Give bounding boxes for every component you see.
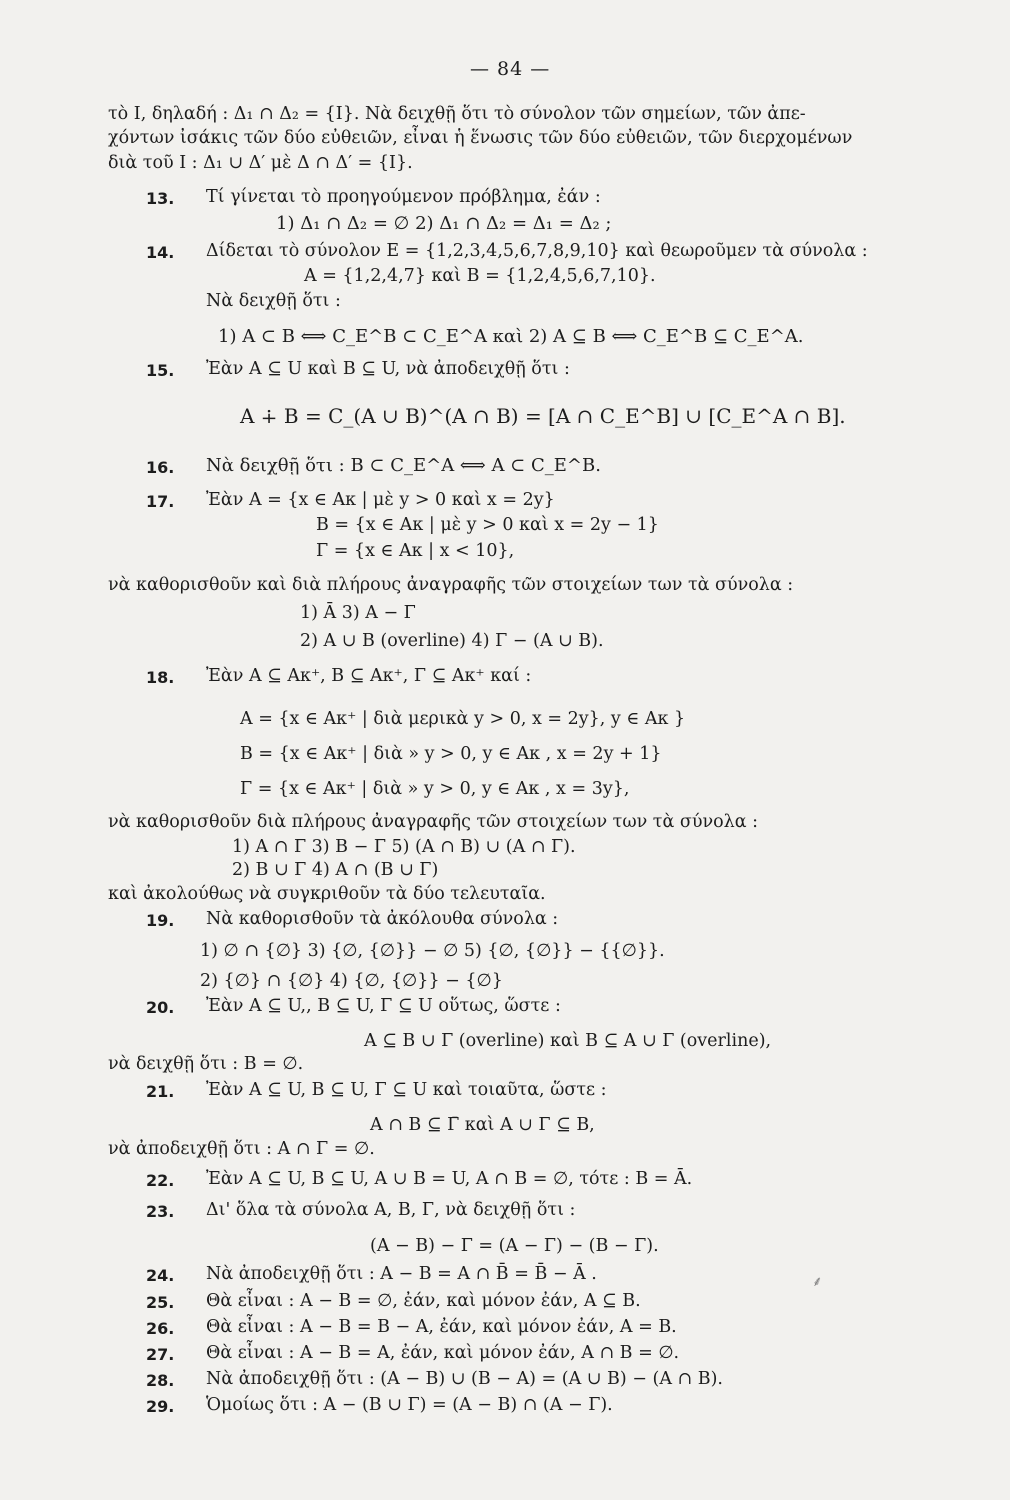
- text-line-12: Νὰ δειχθῇ ὅτι : Β ⊂ C_E^A ⟺ Α ⊂ C_E^B.: [206, 455, 601, 476]
- text-line-29: 2) {∅} ∩ {∅} 4) {∅, {∅}} − {∅}: [200, 971, 503, 991]
- text-line-22: Γ = {x ∈ Aκ⁺ | διὰ » y > 0, y ∈ Aκ , x = 3y},: [240, 779, 630, 799]
- text-line-32: νὰ δειχθῇ ὅτι : Β = ∅.: [108, 1054, 304, 1074]
- text-line-39: Νὰ ἀποδειχθῇ ὅτι : Α − Β = Α ∩ B̄ = B̄ − Ā .: [206, 1264, 597, 1284]
- text-line-17: 1) Ā 3) Α − Γ: [300, 603, 416, 623]
- text-line-34: Α ∩ Β ⊆ Γ̄ καὶ Α ∪ Γ ⊆ Β,: [370, 1115, 595, 1135]
- text-line-35: νὰ ἀποδειχθῇ ὅτι : Α ∩ Γ = ∅.: [108, 1139, 375, 1159]
- text-line-27: Νὰ καθορισθοῦν τὰ ἀκόλουθα σύνολα :: [206, 909, 559, 929]
- exercise-number-17: 17.: [146, 492, 175, 511]
- exercise-number-25: 25.: [146, 1293, 175, 1312]
- exercise-number-13: 13.: [146, 189, 175, 208]
- text-line-28: 1) ∅ ∩ {∅} 3) {∅, {∅}} − ∅ 5) {∅, {∅}} − {{∅}}.: [200, 941, 665, 961]
- exercise-number-19: 19.: [146, 911, 175, 930]
- text-line-43: Νὰ ἀποδειχθῇ ὅτι : (Α − Β) ∪ (Β − Α) = (Α ∪ Β) − (Α ∩ Β).: [206, 1369, 723, 1389]
- exercise-number-23: 23.: [146, 1202, 175, 1221]
- exercise-number-27: 27.: [146, 1345, 175, 1364]
- text-line-25: 2) Β ∪ Γ 4) Α ∩ (Β ∪ Γ): [232, 860, 439, 880]
- text-line-23: νὰ καθορισθοῦν διὰ πλήρους ἀναγραφῆς τῶν στοιχείων των τὰ σύνολα :: [108, 812, 758, 832]
- text-line-15: Γ = {x ∈ Aκ | x < 10},: [316, 541, 515, 561]
- text-line-11: Α ∔ Β = C_(Α ∪ Β)^(Α ∩ Β) = [Α ∩ C_E^B] ∪ [C_E^A ∩ Β].: [240, 404, 846, 428]
- exercise-number-20: 20.: [146, 998, 175, 1017]
- text-line-42: Θὰ εἶναι : Α − Β = Α, ἐάν, καὶ μόνον ἐάν, Α ∩ Β = ∅.: [206, 1343, 680, 1363]
- margin-mark: ⸙: [812, 1274, 823, 1290]
- text-line-37: Δι' ὅλα τὰ σύνολα Α, Β, Γ, νὰ δειχθῇ ὅτι :: [206, 1200, 576, 1220]
- text-line-6: Δίδεται τὸ σύνολον Ε = {1,2,3,4,5,6,7,8,9,10} καὶ θεωροῦμεν τὰ σύνολα :: [206, 241, 868, 261]
- exercise-number-29: 29.: [146, 1397, 175, 1416]
- text-line-2: χόντων ἰσάκις τῶν δύο εὐθειῶν, εἶναι ἡ ἕνωσις τῶν δύο εὐθειῶν, τῶν διερχομένων: [108, 128, 853, 148]
- text-line-16: νὰ καθορισθοῦν καὶ διὰ πλήρους ἀναγραφῆς τῶν στοιχείων των τὰ σύνολα :: [108, 575, 794, 595]
- exercise-number-28: 28.: [146, 1371, 175, 1390]
- exercise-number-24: 24.: [146, 1266, 175, 1285]
- text-line-26: καὶ ἀκολούθως νὰ συγκριθοῦν τὰ δύο τελευταῖα.: [108, 884, 546, 904]
- text-line-1: τὸ Ι, δηλαδή : Δ₁ ∩ Δ₂ = {Ι}. Νὰ δειχθῇ ὅτι τὸ σύνολον τῶν σημείων, τῶν ἀπε-: [108, 104, 806, 124]
- text-line-3: διὰ τοῦ Ι : Δ₁ ∪ Δ′ μὲ Δ ∩ Δ′ = {Ι}.: [108, 153, 413, 173]
- text-line-18: 2) Α ∪ Β (overline) 4) Γ − (Α ∪ Β).: [300, 631, 604, 651]
- text-line-38: (Α − Β) − Γ = (Α − Γ) − (Β − Γ).: [370, 1236, 659, 1256]
- page-number: — 84 —: [470, 58, 551, 80]
- text-line-40: Θὰ εἶναι : Α − Β = ∅, ἐάν, καὶ μόνον ἐάν, Α ⊆ Β.: [206, 1291, 641, 1311]
- text-line-5: 1) Δ₁ ∩ Δ₂ = ∅ 2) Δ₁ ∩ Δ₂ = Δ₁ = Δ₂ ;: [276, 213, 612, 234]
- text-line-36: Ἐὰν Α ⊆ U, Β ⊆ U, Α ∪ Β = U, Α ∩ Β = ∅, τότε : Β = Ā.: [206, 1169, 693, 1189]
- text-line-31: Α ⊆ Β ∪ Γ (overline) καὶ Β ⊆ Α ∪ Γ (overline),: [364, 1031, 772, 1051]
- text-line-19: Ἐὰν Α ⊆ Aκ⁺, Β ⊆ Aκ⁺, Γ ⊆ Aκ⁺ καί :: [206, 666, 532, 686]
- text-line-8: Νὰ δειχθῇ ὅτι :: [206, 291, 341, 311]
- exercise-number-22: 22.: [146, 1171, 175, 1190]
- text-line-44: Ὁμοίως ὅτι : Α − (Β ∪ Γ) = (Α − Β) ∩ (Α − Γ).: [206, 1395, 613, 1415]
- text-line-33: Ἐὰν Α ⊆ U, Β ⊆ U, Γ ⊆ U καὶ τοιαῦτα, ὥστε :: [206, 1080, 607, 1100]
- text-line-14: Β = {x ∈ Aκ | μὲ y > 0 καὶ x = 2y − 1}: [316, 515, 659, 535]
- text-line-10: Ἐὰν Α ⊆ U καὶ Β ⊆ U, νὰ ἀποδειχθῇ ὅτι :: [206, 359, 570, 379]
- exercise-number-15: 15.: [146, 361, 175, 380]
- text-line-4: Τί γίνεται τὸ προηγούμενον πρόβλημα, ἐάν :: [206, 187, 601, 207]
- exercise-number-14: 14.: [146, 243, 175, 262]
- exercise-number-18: 18.: [146, 668, 175, 687]
- text-line-21: Β = {x ∈ Aκ⁺ | διὰ » y > 0, y ∈ Aκ , x = 2y + 1}: [240, 744, 662, 764]
- exercise-number-16: 16.: [146, 458, 175, 477]
- text-line-7: Α = {1,2,4,7} καὶ Β = {1,2,4,5,6,7,10}.: [304, 266, 656, 286]
- text-line-9: 1) Α ⊂ Β ⟺ C_E^B ⊂ C_E^A καὶ 2) Α ⊆ Β ⟺ C_E^B ⊆ C_E^A.: [218, 326, 804, 347]
- text-line-13: Ἐὰν Α = {x ∈ Aκ | μὲ y > 0 καὶ x = 2y}: [206, 490, 555, 510]
- exercise-number-26: 26.: [146, 1319, 175, 1338]
- text-line-30: Ἐὰν Α ⊆ U,, Β ⊆ U, Γ ⊆ U οὕτως, ὥστε :: [206, 996, 561, 1016]
- text-line-41: Θὰ εἶναι : Α − Β = Β − Α, ἐάν, καὶ μόνον ἐάν, Α = Β.: [206, 1317, 677, 1337]
- text-line-24: 1) Α ∩ Γ 3) Β − Γ 5) (Α ∩ Β) ∪ (Α ∩ Γ).: [232, 837, 576, 857]
- text-line-20: Α = {x ∈ Aκ⁺ | διὰ μερικὰ y > 0, x = 2y}, y ∈ Aκ }: [240, 709, 686, 729]
- exercise-number-21: 21.: [146, 1082, 175, 1101]
